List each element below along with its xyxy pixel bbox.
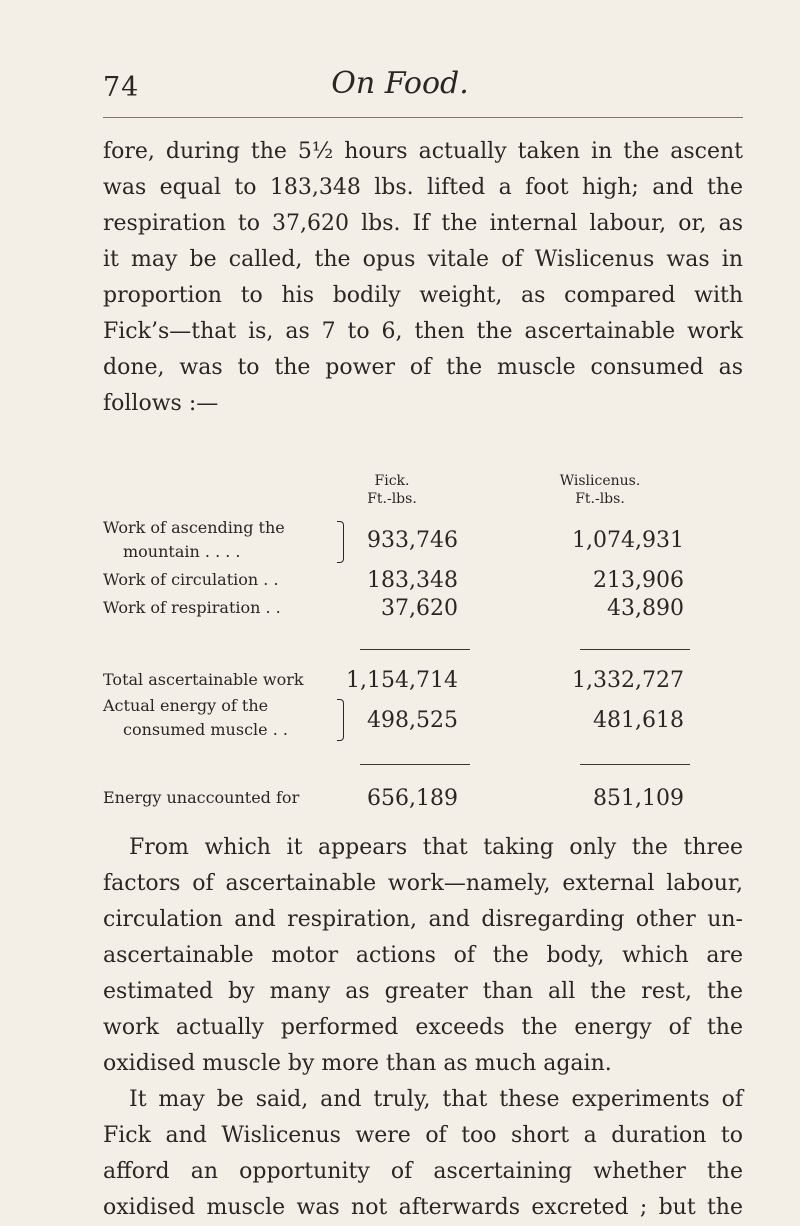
text-line: fore, during the 5½ hours actually taken in the ascent <box>103 139 743 164</box>
text-line: respiration to 37,620 lbs. If the internal labour, or, as <box>103 211 743 236</box>
value-fick: 1,154,714 <box>346 668 458 693</box>
text-line: From which it appears that taking only the three <box>129 835 743 860</box>
text-line: work actually performed exceeds the energy of the <box>103 1015 743 1040</box>
value-fick: 498,525 <box>367 708 458 733</box>
running-title: On Food. <box>331 66 469 101</box>
row-label: Energy unaccounted for <box>103 788 300 807</box>
value-wislicenus: 43,890 <box>607 596 684 621</box>
sum-rule <box>580 764 690 765</box>
text-line: Fick and Wislicenus were of too short a duration to <box>103 1123 743 1148</box>
value-fick: 656,189 <box>367 786 458 811</box>
row-label: Total ascertainable work <box>103 670 304 689</box>
text-line: It may be said, and truly, that these experiments of <box>129 1087 743 1112</box>
value-fick: 183,348 <box>367 568 458 593</box>
value-wislicenus: 1,074,931 <box>572 528 684 553</box>
row-label: Work of ascending the mountain . . . . <box>103 518 285 561</box>
value-wislicenus: 851,109 <box>593 786 684 811</box>
text-line: estimated by many as greater than all the rest, the <box>103 979 743 1004</box>
sum-rule <box>360 764 470 765</box>
text-line: Fick’s—that is, as 7 to 6, then the ascertainable work <box>103 319 743 344</box>
page-number: 74 <box>103 72 140 103</box>
header-rule <box>103 117 743 118</box>
value-fick: 37,620 <box>381 596 458 621</box>
sum-rule <box>360 649 470 650</box>
text-line: afford an opportunity of ascertaining whether the <box>103 1159 743 1184</box>
value-fick: 933,746 <box>367 528 458 553</box>
text-line: oxidised muscle was not afterwards excreted ; but the <box>103 1195 743 1220</box>
text-line: circulation and respiration, and disregarding other un- <box>103 907 743 932</box>
text-line: done, was to the power of the muscle consumed as <box>103 355 743 380</box>
text-line: proportion to his bodily weight, as compared with <box>103 283 743 308</box>
paragraph-1 <box>103 134 743 422</box>
value-wislicenus: 213,906 <box>593 568 684 593</box>
row-label: Work of circulation . . <box>103 570 279 589</box>
value-wislicenus: 481,618 <box>593 708 684 733</box>
text-line: ascertainable motor actions of the body, which are <box>103 943 743 968</box>
text-line: factors of ascertainable work—namely, external labour, <box>103 871 743 896</box>
row-label: Work of respiration . . <box>103 598 281 617</box>
text-line: oxidised muscle by more than as much again. <box>103 1051 612 1076</box>
column-header-wislicenus: Wislicenus. Ft.-lbs. <box>559 473 641 507</box>
text-line: follows :— <box>103 391 219 416</box>
paragraph-2 <box>103 830 743 1226</box>
text-line: it may be called, the opus vitale of Wislicenus was in <box>103 247 743 272</box>
column-header-fick: Fick. Ft.-lbs. <box>367 473 417 507</box>
row-label: Actual energy of the consumed muscle . . <box>103 696 288 739</box>
value-wislicenus: 1,332,727 <box>572 668 684 693</box>
sum-rule <box>580 649 690 650</box>
text-line: was equal to 183,348 lbs. lifted a foot high; and the <box>103 175 743 200</box>
